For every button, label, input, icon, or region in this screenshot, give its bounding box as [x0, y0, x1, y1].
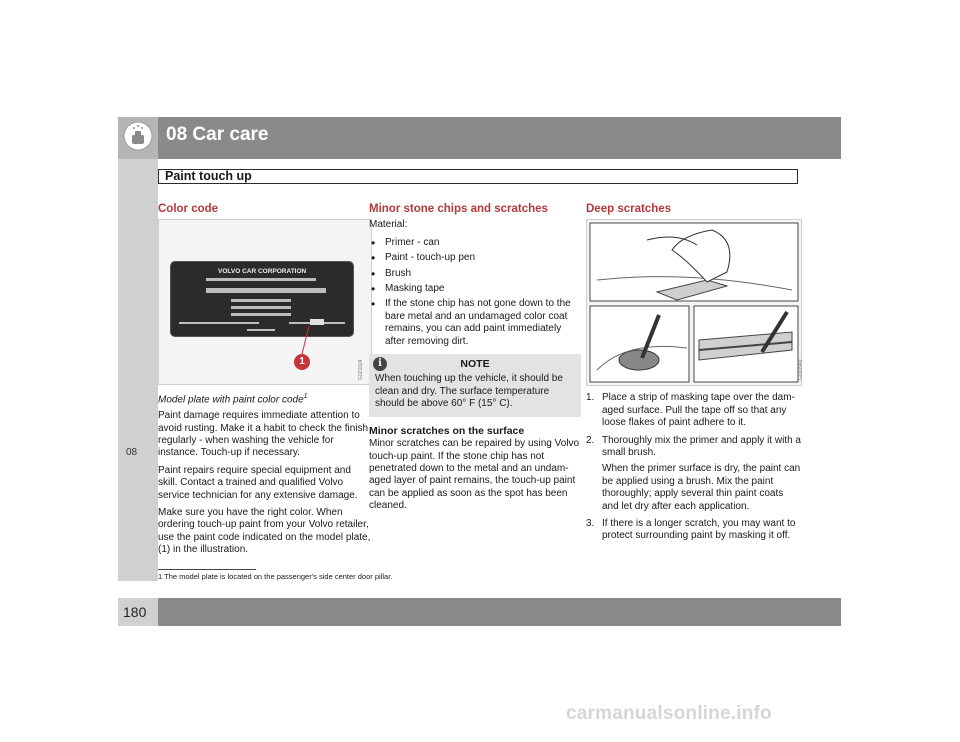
heading-color-code: Color code [158, 203, 219, 215]
column-color-code [158, 203, 373, 562]
marker-leader-line [159, 220, 371, 384]
step-text: Thoroughly mix the primer and apply it with a small brush. [602, 434, 801, 459]
footnote-text: The model plate is located on the passenger's side center door pillar. [164, 572, 393, 581]
column-minor-chips [369, 203, 581, 518]
side-tab-label: 08 [126, 447, 138, 458]
deep-scratch-figure [586, 219, 802, 386]
paragraph: Minor scratches can be repaired by using Volvo touch-up paint. If the stone chip has not penetrated down to the metal and an undam-aged layer of paint remains, the touch-up paint can be applied as soon as the spot has been cleaned. [369, 438, 580, 512]
step-number: 3. [586, 518, 595, 530]
footer-band [118, 598, 841, 626]
section-title: Paint touch up [165, 169, 252, 183]
material-label: Material: [369, 219, 408, 231]
model-plate-figure [158, 219, 372, 385]
caption-footnote-ref: 1 [303, 393, 308, 401]
footnote-number: 1 [158, 572, 163, 581]
car-care-icon [122, 120, 154, 152]
step-extra-text: When the primer surface is dry, the paint can be applied using a brush. Mix the paint thoroughly; apply several thin paint coats and let dry after each application. [602, 463, 801, 512]
heading-minor-chips: Minor stone chips and scratches [369, 203, 548, 215]
figure-caption [158, 391, 373, 407]
step-number: 2. [586, 434, 595, 446]
step-text: If there is a longer scratch, you may want to protect surrounding paint by masking it off. [602, 518, 796, 542]
marker-1: 1 [294, 354, 310, 370]
caption-text: Model plate with paint color code [158, 394, 304, 406]
list-item [586, 392, 802, 429]
materials-list [369, 237, 581, 348]
info-icon: i [373, 357, 387, 371]
heading-deep-scratches: Deep scratches [586, 203, 672, 215]
steps-list [586, 392, 802, 542]
section-title-bar [158, 169, 798, 184]
subheading-minor-scratches: Minor scratches on the surface [369, 424, 525, 437]
step-number: 1. [586, 392, 595, 404]
paragraph: Paint repairs require special equipment and skill. Contact a trained and qualified Volvo service technician for any extensive damage. [158, 464, 358, 501]
footnote-rule [158, 569, 256, 570]
plate-title: VOLVO CAR CORPORATION [218, 268, 307, 276]
list-item: • If the stone chip has not gone down to the bare metal and an undamaged color coat remains, you can add paint immediately after removing dirt. [369, 298, 581, 348]
list-item: • Brush [369, 268, 581, 280]
deep-scratch-illustration [587, 220, 801, 385]
figure-code: G020949 [798, 359, 804, 381]
step-text: Place a strip of masking tape over the dam-aged surface. Pull the tape off so that any loose flakes of paint adhere to it. [602, 392, 795, 429]
list-item: • Masking tape [369, 283, 581, 295]
footnote [158, 572, 392, 581]
paragraph: Make sure you have the right color. When ordering touch-up paint from your Volvo retailer, use the paint code indicated on the model plate, (1) in the illustration. [158, 506, 371, 556]
note-text: When touching up the vehicle, it should be clean and dry. The surface temperature should be above 60° F (15° C). [375, 373, 563, 410]
list-item: • Paint - touch-up pen [369, 252, 581, 264]
watermark: carmanualsonline.info [566, 703, 772, 724]
note-box [369, 354, 581, 417]
list-item: • Primer - can [369, 237, 581, 249]
figure-code: G021024 [358, 359, 364, 381]
chapter-title: 08 Car care [166, 124, 269, 145]
list-item [586, 518, 802, 543]
side-tab-strip [118, 159, 158, 581]
paragraph: Paint damage requires immediate attention to avoid rusting. Make it a habit to check the finish regularly - when washing the vehicle for instance. Touch-up if necessary. [158, 410, 369, 459]
page-number: 180 [123, 604, 147, 620]
note-title: NOTE [460, 358, 490, 371]
list-item [586, 435, 802, 513]
column-deep-scratches [586, 203, 802, 548]
